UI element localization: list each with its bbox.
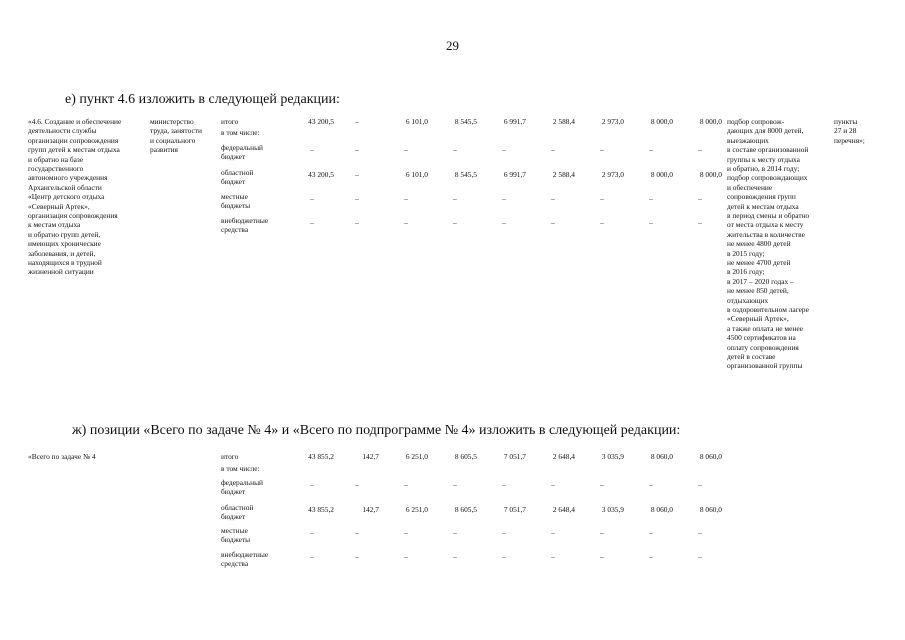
table-cell-value: – xyxy=(310,480,314,489)
table-cell-value: 8 060,0 xyxy=(650,452,673,461)
table-cell-value: – xyxy=(404,480,408,489)
result-text: «Северный Артек», xyxy=(727,314,789,324)
result-text: оплату сопровождения xyxy=(727,342,799,352)
table-cell-value: – xyxy=(502,194,506,203)
row-label: областной xyxy=(221,503,254,512)
result-text: 4500 сертификатов на xyxy=(727,333,796,343)
table-cell-value: – xyxy=(600,194,604,203)
result-text: не менее 4800 детей xyxy=(727,239,791,249)
table-cell-value: 8 000,0 xyxy=(650,117,673,126)
result-text: не менее 850 детей, xyxy=(727,286,789,296)
table-cell-value: – xyxy=(404,552,408,561)
table-cell-value: 2 648,4 xyxy=(552,452,575,461)
table-cell-value: – xyxy=(355,552,359,561)
result-text: в 2017 – 2020 годах – xyxy=(727,276,794,286)
measure-text: имеющих хронические xyxy=(28,239,101,249)
row-label: областной xyxy=(221,168,254,177)
result-text: и обратно, в 2014 году; xyxy=(727,164,800,173)
table-cell-value: 8 060,0 xyxy=(699,452,722,461)
table-cell-value: 43 855,2 xyxy=(308,452,334,461)
result-text: в составе организованной xyxy=(727,145,809,155)
row-label: местные xyxy=(221,526,248,535)
table-cell-value: – xyxy=(355,145,359,154)
table-cell-value: – xyxy=(310,194,314,203)
result-text: и обеспечение xyxy=(727,182,773,192)
result-text: сопровождения групп xyxy=(727,192,796,202)
measure-text: организации сопровождения xyxy=(28,135,119,145)
row-label: внебюджетные xyxy=(221,550,269,559)
row-label: итого xyxy=(221,452,239,461)
table-cell-value: – xyxy=(404,194,408,203)
table-cell-value: – xyxy=(649,218,653,227)
result-text: отдыхающих xyxy=(727,295,769,305)
table-cell-value: – xyxy=(551,145,555,154)
table-cell-value: 43 200,5 xyxy=(308,170,334,179)
table-cell-value: 6 101,0 xyxy=(405,117,428,126)
table-cell-value: – xyxy=(355,170,359,179)
table-cell-value: – xyxy=(310,552,314,561)
result-text: от места отдыха к месту xyxy=(727,220,804,230)
table-cell-value: 6 251,0 xyxy=(405,505,428,514)
measure-text: «Северный Артек», xyxy=(28,201,90,211)
section-e-heading: е) пункт 4.6 изложить в следующей редакции: xyxy=(65,92,340,107)
table-cell-value: – xyxy=(310,145,314,154)
measure-text: организация сопровождения xyxy=(28,211,118,220)
table-cell-value: 142,7 xyxy=(362,505,379,514)
table-cell-value: – xyxy=(355,117,359,126)
measure-text: деятельности службы xyxy=(28,126,97,136)
table-cell-value: – xyxy=(355,528,359,537)
table-cell-value: – xyxy=(600,145,604,154)
row-label: местные xyxy=(221,192,248,201)
table-cell-value: 8 060,0 xyxy=(699,505,722,514)
result-text: не менее 4700 детей xyxy=(727,258,791,267)
table-cell-value: – xyxy=(698,145,702,154)
table-cell-value: – xyxy=(649,552,653,561)
table-cell-value: 2 648,4 xyxy=(552,505,575,514)
table-cell-value: 6 991,7 xyxy=(503,117,526,126)
measure-text: «4.6. Создание и обеспечение xyxy=(28,117,122,126)
row-label: средства xyxy=(221,559,249,569)
result-text: жительства в количестве xyxy=(727,229,805,239)
table-cell-value: – xyxy=(600,552,604,561)
table-cell-value: – xyxy=(453,552,457,561)
row-label: в том числе: xyxy=(221,128,260,137)
table-cell-value: – xyxy=(649,145,653,154)
measure-text: автономного учреждения xyxy=(28,173,108,183)
executor-text: министерство xyxy=(150,117,194,126)
table-cell-value: – xyxy=(355,218,359,227)
row-label: федеральный xyxy=(221,143,263,152)
result-text: в оздоровительном лагере xyxy=(727,305,809,314)
table-cell-value: 3 035,9 xyxy=(601,505,624,514)
result-text: в 2016 году; xyxy=(727,267,765,277)
table-cell-value: – xyxy=(649,480,653,489)
result-text: а также оплата не менее xyxy=(727,323,803,333)
table-cell-value: – xyxy=(649,528,653,537)
table-cell-value: 2 588,4 xyxy=(552,117,575,126)
table-cell-value: 7 051,7 xyxy=(503,505,526,514)
table-cell-value: – xyxy=(551,528,555,537)
row-label: бюджеты xyxy=(221,535,251,545)
table-cell-value: 8 000,0 xyxy=(699,170,722,179)
table-cell-value: 6 991,7 xyxy=(503,170,526,179)
result-text: подбор сопровож- xyxy=(727,117,785,126)
table-cell-value: 2 973,0 xyxy=(601,117,624,126)
result-text: в 2015 году; xyxy=(727,248,765,258)
table-cell-value: – xyxy=(698,552,702,561)
section-zh-heading: ж) позиции «Всего по задаче № 4» и «Всего по подпрограмме № 4» изложить в следующей редакции: xyxy=(72,423,681,438)
table-cell-value: – xyxy=(698,528,702,537)
table-cell-value: 8 605,5 xyxy=(454,452,477,461)
executor-text: труда, занятости xyxy=(150,126,202,136)
row-label: в том числе: xyxy=(221,464,260,473)
table-cell-value: – xyxy=(502,552,506,561)
table-cell-value: – xyxy=(310,218,314,227)
row-label: бюджет xyxy=(221,487,246,497)
table-cell-value: 6 251,0 xyxy=(405,452,428,461)
measure-text: заболевания, и детей, xyxy=(28,248,96,258)
table-cell-value: 2 973,0 xyxy=(601,170,624,179)
reference-text: перечня»; xyxy=(834,135,865,145)
table-cell-value: – xyxy=(551,552,555,561)
table-cell-value: 43 200,5 xyxy=(308,117,334,126)
result-text: организованной группы xyxy=(727,361,803,371)
table-cell-value: 6 101,0 xyxy=(405,170,428,179)
measure-text: государственного xyxy=(28,164,84,173)
measure-text: и обратно групп детей, xyxy=(28,229,101,239)
table-cell-value: – xyxy=(698,480,702,489)
row-label: бюджеты xyxy=(221,201,251,211)
row-label: бюджет xyxy=(221,152,246,162)
row-label: средства xyxy=(221,225,249,235)
measure-text: Архангельской области xyxy=(28,182,102,192)
row-label: федеральный xyxy=(221,478,263,487)
table-cell-value: 43 855,2 xyxy=(308,505,334,514)
row-label: бюджет xyxy=(221,512,246,522)
result-text: в период смены и обратно xyxy=(727,211,810,220)
table-cell-value: – xyxy=(600,480,604,489)
result-text: детей к местам отдыха xyxy=(727,201,799,211)
table-cell-value: – xyxy=(453,528,457,537)
reference-text: 27 и 28 xyxy=(834,126,857,136)
reference-text: пункты xyxy=(834,117,858,126)
table-cell-value: – xyxy=(551,194,555,203)
table-cell-value: – xyxy=(453,145,457,154)
table-cell-value: – xyxy=(551,480,555,489)
table-cell-value: – xyxy=(600,218,604,227)
result-text: группы к месту отдыха xyxy=(727,154,800,164)
table-cell-value: – xyxy=(600,528,604,537)
executor-text: и социального xyxy=(150,135,196,145)
table-cell-value: 8 545,5 xyxy=(454,170,477,179)
result-text: подбор сопровождающих xyxy=(727,173,808,183)
row-label: итого xyxy=(221,117,239,126)
measure-text: находящихся в трудной xyxy=(28,258,102,267)
table-cell-value: – xyxy=(404,528,408,537)
row-label: бюджет xyxy=(221,177,246,187)
table-cell-value: – xyxy=(355,194,359,203)
table-cell-value: – xyxy=(355,480,359,489)
table-cell-value: 8 000,0 xyxy=(699,117,722,126)
table-cell-value: 8 545,5 xyxy=(454,117,477,126)
table-cell-value: 3 035,9 xyxy=(601,452,624,461)
table-cell-value: – xyxy=(649,194,653,203)
table-cell-value: – xyxy=(404,218,408,227)
table-cell-value: – xyxy=(698,218,702,227)
table-cell-value: 142,7 xyxy=(362,452,379,461)
result-text: детей в составе xyxy=(727,352,776,361)
table-cell-value: – xyxy=(551,218,555,227)
table-cell-value: – xyxy=(453,218,457,227)
page-number: 29 xyxy=(446,38,459,53)
table-cell-value: – xyxy=(310,528,314,537)
table-cell-value: – xyxy=(453,194,457,203)
table-cell-value: 8 605,5 xyxy=(454,505,477,514)
table-cell-value: 7 051,7 xyxy=(503,452,526,461)
measure-text: «Центр детского отдыха xyxy=(28,192,105,202)
result-text: выезжающих xyxy=(727,135,769,145)
measure-text: к местам отдыха xyxy=(28,220,81,230)
row-label: внебюджетные xyxy=(221,216,269,225)
table-cell-value: – xyxy=(698,194,702,203)
table-cell-value: – xyxy=(453,480,457,489)
table-cell-value: 8 000,0 xyxy=(650,170,673,179)
table-cell-value: – xyxy=(502,218,506,227)
result-text: дающих для 8000 детей, xyxy=(727,126,804,136)
table-cell-value: – xyxy=(404,145,408,154)
table-cell-value: – xyxy=(502,145,506,154)
table-cell-value: 8 060,0 xyxy=(650,505,673,514)
table-cell-value: 2 588,4 xyxy=(552,170,575,179)
executor-text: развития xyxy=(150,145,178,155)
table-cell-value: – xyxy=(502,480,506,489)
table-cell-value: – xyxy=(502,528,506,537)
measure-text: групп детей к местам отдыха xyxy=(28,145,120,155)
total-task-label: «Всего по задаче № 4 xyxy=(28,452,96,461)
measure-text: жизненной ситуации xyxy=(28,267,94,277)
measure-text: и обратно на базе xyxy=(28,154,84,164)
